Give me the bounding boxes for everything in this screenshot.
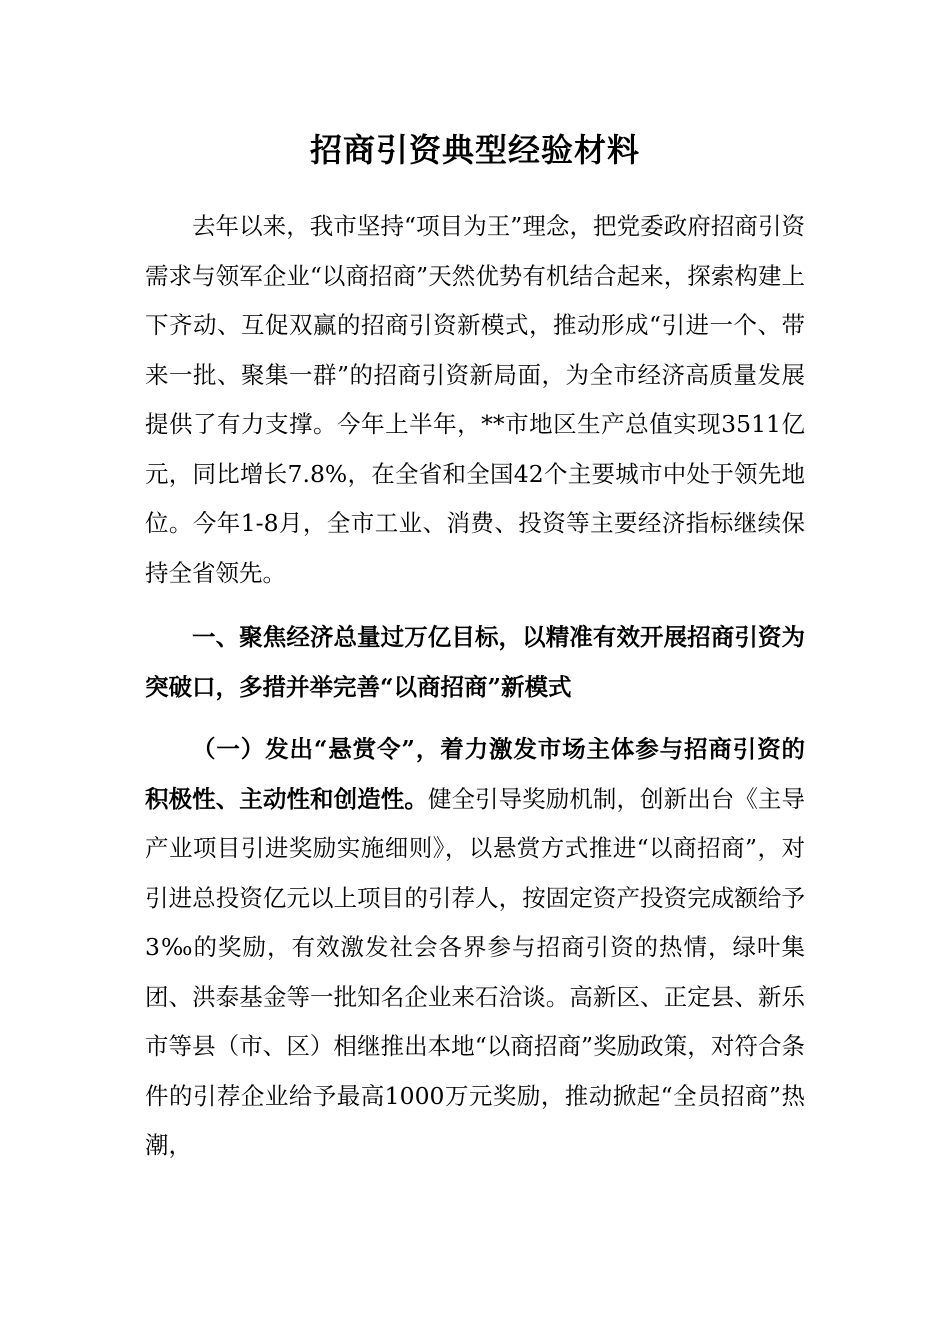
subsection-paragraph [145,725,805,1171]
subsection-lead: （一）发出“悬赏令”，着力激发市场主体参与招商引资的积极性、主动性和创造性。 [145,735,805,813]
document-title: 招商引资典型经验材料 [309,131,640,169]
intro-paragraph: 去年以来，我市坚持“项目为王”理念，把党委政府招商引资需求与领军企业“以商招商”天然优势有机结合起来，探索构建上下齐动、互促双赢的招商引资新模式，推动形成“引进一个、带来一批、聚集一群”的招商引资新局面，为全市经济高质量发展提供了有力支撑。今年上半年，**市地区生产总值实现3511亿元，同比增长7.8%，在全省和全国42个主要城市中处于领先地位。今年1-8月，全市工业、消费、投资等主要经济指标继续保持全省领先。 [145,212,805,587]
section-heading: 一、聚焦经济总量过万亿目标，以精准有效开展招商引资为突破口，多措并举完善“以商招商”新模式 [145,623,805,701]
subsection-body: 健全引导奖励机制，创新出台《主导产业项目引进奖励实施细则》，以悬赏方式推进“以商招商”，对引进总投资亿元以上项目的引荐人，按固定资产投资完成额给予3‰的奖励，有效激发社会各界参与招商引资的热情，绿叶集团、洪泰基金等一批知名企业来石洽谈。高新区、正定县、新乐市等县（市、区）相继推出本地“以商招商”奖励政策，对符合条件的引荐企业给予最高1000万元奖励，推动掀起“全员招商”热潮， [145,784,806,1159]
